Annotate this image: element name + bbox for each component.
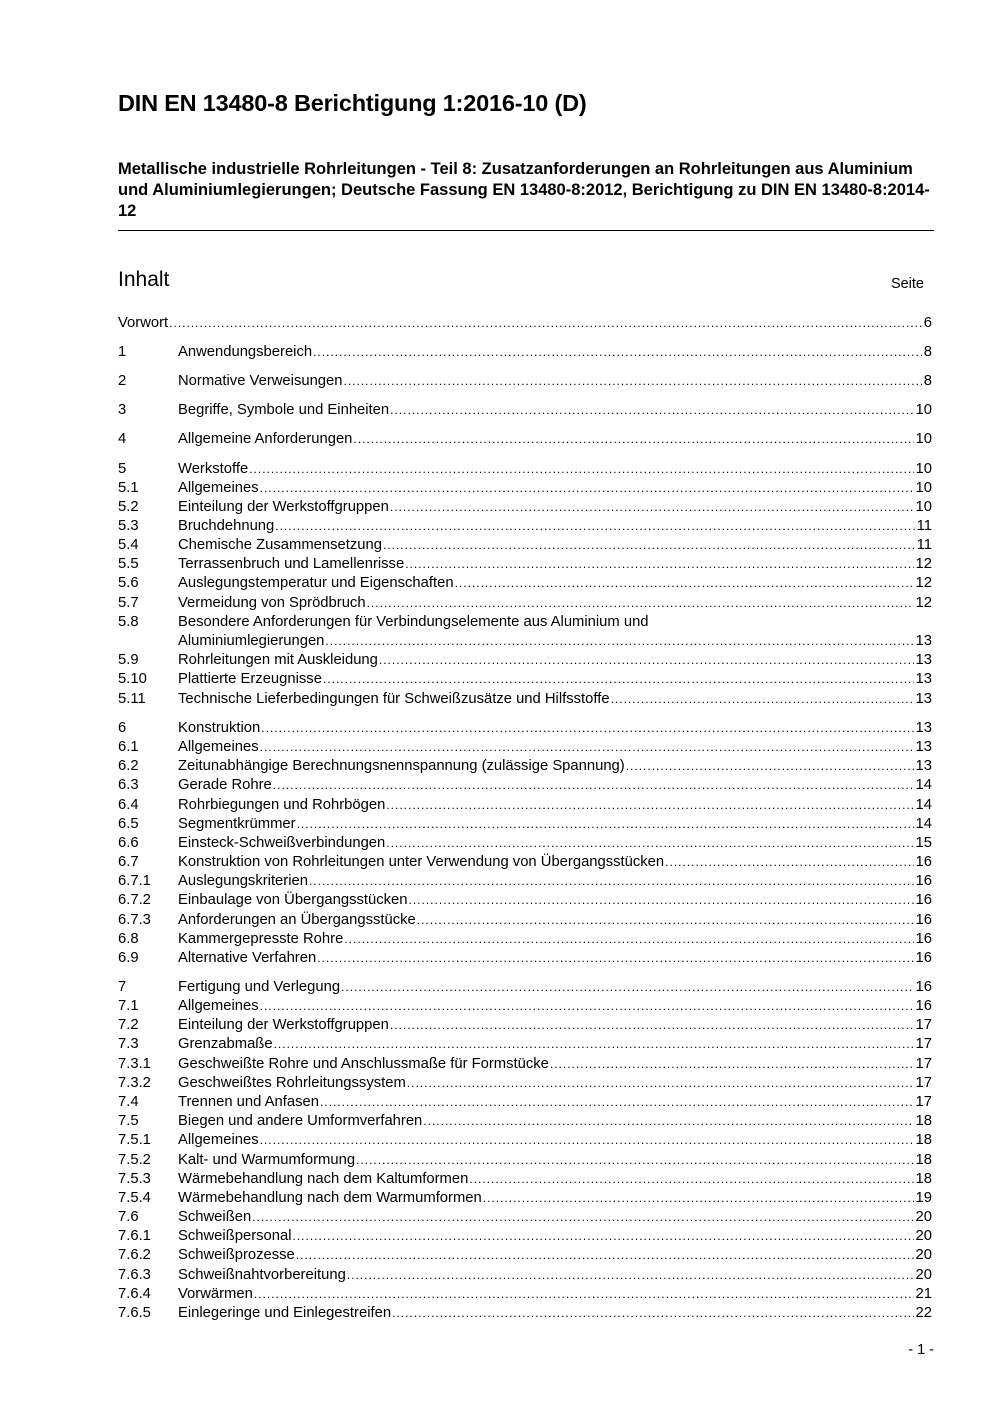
toc-entry-page: 13 bbox=[915, 758, 932, 774]
toc-entry[interactable] bbox=[118, 815, 932, 834]
toc-entry-title: Einbaulage von Übergangsstücken bbox=[178, 892, 408, 908]
toc-entry-title: Allgemeines bbox=[178, 480, 259, 496]
dot-leader bbox=[254, 1285, 914, 1304]
toc-entry-number: 7.6.3 bbox=[118, 1267, 151, 1283]
toc-entry-page: 16 bbox=[915, 931, 932, 947]
toc-entry-title: Kalt- und Warmumformung bbox=[178, 1152, 356, 1168]
dot-leader bbox=[423, 1112, 913, 1131]
dot-leader bbox=[260, 997, 914, 1016]
toc-entry-title: Allgemeines bbox=[178, 998, 259, 1014]
toc-entry-title: Wärmebehandlung nach dem Warmumformen bbox=[178, 1190, 482, 1206]
toc-entry-number: 6.7.2 bbox=[118, 892, 151, 908]
toc-entry-number: 6.2 bbox=[118, 758, 139, 774]
toc-entry-title: Allgemeines bbox=[178, 739, 259, 755]
toc-entry-number: 6.3 bbox=[118, 777, 139, 793]
page-number: - 1 - bbox=[908, 1342, 934, 1358]
toc-entry[interactable] bbox=[118, 1189, 932, 1208]
toc-entry-number: 3 bbox=[118, 402, 127, 418]
toc-entry-page: 16 bbox=[915, 950, 932, 966]
toc-entry-page: 18 bbox=[915, 1171, 932, 1187]
toc-entry-title: Kammergepresste Rohre bbox=[178, 931, 344, 947]
dot-leader bbox=[260, 479, 914, 498]
toc-entry-title: Chemische Zusammensetzung bbox=[178, 537, 382, 553]
toc-entry-title: Konstruktion von Rohrleitungen unter Verwendung von Übergangsstücken bbox=[178, 854, 665, 870]
dot-leader bbox=[386, 834, 913, 853]
toc-entry-title: Einteilung der Werkstoffgruppen bbox=[178, 499, 389, 515]
toc-entry-number: 6 bbox=[118, 720, 127, 736]
toc-page-column-heading: Seite bbox=[890, 276, 924, 292]
toc-entry-number: 5.2 bbox=[118, 499, 139, 515]
toc-entry-page: 14 bbox=[915, 816, 932, 832]
toc-entry-title: Werkstoffe bbox=[178, 461, 249, 477]
toc-entry[interactable] bbox=[118, 372, 932, 391]
toc-entry-number: 5.7 bbox=[118, 595, 139, 611]
toc-entry-page: 12 bbox=[915, 575, 932, 591]
dot-leader bbox=[390, 1016, 914, 1035]
toc-entry-title: Auslegungstemperatur und Eigenschaften bbox=[178, 575, 454, 591]
toc-entry-page: 20 bbox=[915, 1228, 932, 1244]
toc-entry-title: Segmentkrümmer bbox=[178, 816, 296, 832]
dot-leader bbox=[347, 1266, 914, 1285]
toc-entry-page: 15 bbox=[915, 835, 932, 851]
toc-entry-title: Geschweißte Rohre und Anschlussmaße für Formstücke bbox=[178, 1056, 549, 1072]
toc-entry-title: Einteilung der Werkstoffgruppen bbox=[178, 1017, 389, 1033]
toc-entry-page: 13 bbox=[915, 652, 932, 668]
toc-entry[interactable] bbox=[118, 1208, 932, 1227]
toc-entry-title: Normative Verweisungen bbox=[178, 373, 343, 389]
toc-entry[interactable] bbox=[118, 757, 932, 776]
toc-entry[interactable] bbox=[118, 1285, 932, 1304]
toc-entry-page: 16 bbox=[915, 892, 932, 908]
dot-leader bbox=[356, 1151, 913, 1170]
toc-entry-number: 7 bbox=[118, 979, 127, 995]
toc-entry-title: Gerade Rohre bbox=[178, 777, 272, 793]
toc-entry-title: Plattierte Erzeugnisse bbox=[178, 671, 322, 687]
dot-leader bbox=[417, 911, 914, 930]
toc-entry-number: 5.4 bbox=[118, 537, 139, 553]
dot-leader bbox=[309, 872, 914, 891]
toc-entry-page: 11 bbox=[916, 518, 932, 534]
toc-entry[interactable] bbox=[118, 690, 932, 709]
toc-entry[interactable] bbox=[118, 776, 932, 795]
toc-entry-title: Aluminiumlegierungen bbox=[178, 633, 325, 649]
dot-leader bbox=[392, 1304, 913, 1323]
toc-entry-page: 12 bbox=[915, 556, 932, 572]
toc-entry-title: Schweißen bbox=[178, 1209, 252, 1225]
toc-entry-number: 5.11 bbox=[118, 691, 146, 707]
toc-entry-number: 6.1 bbox=[118, 739, 139, 755]
toc-entry-number: 5.1 bbox=[118, 480, 139, 496]
toc-entry-number: 6.9 bbox=[118, 950, 139, 966]
toc-entry-number: 6.4 bbox=[118, 797, 139, 813]
toc-entry-title: Fertigung und Verlegung bbox=[178, 979, 341, 995]
dot-leader bbox=[367, 594, 914, 613]
toc-entry-title: Alternative Verfahren bbox=[178, 950, 317, 966]
toc-entry-number: 7.1 bbox=[118, 998, 139, 1014]
dot-leader bbox=[297, 815, 914, 834]
toc-entry-page: 19 bbox=[915, 1190, 932, 1206]
toc-entry[interactable] bbox=[118, 1016, 932, 1035]
toc-entry-page: 10 bbox=[915, 402, 932, 418]
toc-entry[interactable] bbox=[118, 1131, 932, 1150]
toc-entry-continuation[interactable] bbox=[118, 632, 932, 651]
dot-leader bbox=[626, 757, 914, 776]
toc-entry[interactable] bbox=[118, 949, 932, 968]
toc-entry-page: 20 bbox=[915, 1247, 932, 1263]
toc-entry-title: Schweißnahtvorbereitung bbox=[178, 1267, 346, 1283]
toc-entry-title: Auslegungskriterien bbox=[178, 873, 308, 889]
toc-entry-number: 6.7.1 bbox=[118, 873, 151, 889]
toc-entry[interactable] bbox=[118, 479, 932, 498]
toc-entry[interactable] bbox=[118, 872, 932, 891]
toc-entry-number: 7.5.1 bbox=[118, 1132, 151, 1148]
toc-entry-number: 6.8 bbox=[118, 931, 139, 947]
toc-entry-number: 7.3.1 bbox=[118, 1056, 151, 1072]
toc-entry-number: 5.10 bbox=[118, 671, 147, 687]
toc-entry[interactable] bbox=[118, 911, 932, 930]
toc-entry-title: Konstruktion bbox=[178, 720, 261, 736]
dot-leader bbox=[261, 719, 913, 738]
toc-entry[interactable] bbox=[118, 574, 932, 593]
toc-entry-page: 13 bbox=[915, 739, 932, 755]
toc-entry[interactable] bbox=[118, 401, 932, 420]
toc-entry-page: 17 bbox=[915, 1056, 932, 1072]
dot-leader bbox=[260, 1131, 914, 1150]
toc-entry-title: Vermeidung von Sprödbruch bbox=[178, 595, 366, 611]
toc-entry-number: 5.9 bbox=[118, 652, 139, 668]
toc-entry-page: 17 bbox=[915, 1036, 932, 1052]
toc-entry[interactable] bbox=[118, 1227, 932, 1246]
dot-leader bbox=[274, 1035, 914, 1054]
dot-leader bbox=[344, 372, 922, 391]
toc-entry-title: Vorwort bbox=[118, 315, 169, 331]
toc-entry-number: 7.5.3 bbox=[118, 1171, 151, 1187]
dot-leader bbox=[405, 555, 913, 574]
toc-entry[interactable] bbox=[118, 1266, 932, 1285]
toc-entry[interactable] bbox=[118, 1246, 932, 1265]
toc-entry-title: Bruchdehnung bbox=[178, 518, 275, 534]
toc-entry-title: Zeitunabhängige Berechnungsnennspannung (zulässige Spannung) bbox=[178, 758, 625, 774]
toc-entry-number: 7.4 bbox=[118, 1094, 139, 1110]
toc-entry-title: Grenzabmaße bbox=[178, 1036, 273, 1052]
dot-leader bbox=[469, 1170, 913, 1189]
toc-entry-page: 11 bbox=[916, 537, 932, 553]
dot-leader bbox=[320, 1093, 914, 1112]
toc-entry-page: 14 bbox=[915, 777, 932, 793]
document-title: DIN EN 13480-8 Berichtigung 1:2016-10 (D) bbox=[118, 90, 587, 116]
toc-entry-number: 6.6 bbox=[118, 835, 139, 851]
toc-entry-number: 6.5 bbox=[118, 816, 139, 832]
toc-entry-page: 8 bbox=[923, 344, 932, 360]
toc-entry-page: 6 bbox=[923, 315, 932, 331]
toc-entry-title: Technische Lieferbedingungen für Schweißzusätze und Hilfsstoffe bbox=[178, 691, 610, 707]
dot-leader bbox=[550, 1055, 914, 1074]
toc-entry-page: 16 bbox=[915, 873, 932, 889]
toc-entry-number: 7.6 bbox=[118, 1209, 139, 1225]
toc-entry-title: Biegen und andere Umformverfahren bbox=[178, 1113, 423, 1129]
toc-entry-number: 7.6.5 bbox=[118, 1305, 151, 1321]
toc-entry[interactable] bbox=[118, 498, 932, 517]
toc-entry-number: 5.3 bbox=[118, 518, 139, 534]
toc-entry-page: 14 bbox=[915, 797, 932, 813]
toc-entry-number: 5.5 bbox=[118, 556, 139, 572]
toc-entry[interactable] bbox=[118, 891, 932, 910]
dot-leader bbox=[169, 314, 922, 333]
dot-leader bbox=[386, 796, 913, 815]
toc-entry[interactable] bbox=[118, 719, 932, 738]
toc-entry-page: 10 bbox=[915, 499, 932, 515]
toc-entry-number: 7.5.4 bbox=[118, 1190, 151, 1206]
toc-entry[interactable] bbox=[118, 1170, 932, 1189]
toc-entry[interactable] bbox=[118, 853, 932, 872]
toc-entry-title: Begriffe, Symbole und Einheiten bbox=[178, 402, 390, 418]
toc-entry-page: 20 bbox=[915, 1209, 932, 1225]
dot-leader bbox=[611, 690, 914, 709]
toc-entry-number: 2 bbox=[118, 373, 127, 389]
toc-entry-page: 10 bbox=[915, 461, 932, 477]
toc-entry-number: 7.5 bbox=[118, 1113, 139, 1129]
toc-entry-number: 1 bbox=[118, 344, 127, 360]
toc-entry-title: Rohrleitungen mit Auskleidung bbox=[178, 652, 378, 668]
dot-leader bbox=[390, 401, 913, 420]
dot-leader bbox=[260, 738, 914, 757]
toc-entry-title: Besondere Anforderungen für Verbindungselemente aus Aluminium und bbox=[178, 614, 649, 630]
toc-entry-page: 13 bbox=[915, 691, 932, 707]
toc-entry-number: 7.5.2 bbox=[118, 1152, 151, 1168]
toc-entry-number: 7.6.1 bbox=[118, 1228, 151, 1244]
dot-leader bbox=[293, 1227, 914, 1246]
toc-entry[interactable] bbox=[118, 1304, 932, 1323]
toc-entry[interactable] bbox=[118, 536, 932, 555]
dot-leader bbox=[313, 343, 922, 362]
toc-entry[interactable] bbox=[118, 978, 932, 997]
dot-leader bbox=[344, 930, 913, 949]
toc-entry-page: 16 bbox=[915, 854, 932, 870]
toc-entry[interactable] bbox=[118, 343, 932, 362]
dot-leader bbox=[455, 574, 914, 593]
toc-entry-title: Rohrbiegungen und Rohrbögen bbox=[178, 797, 386, 813]
dot-leader bbox=[379, 651, 914, 670]
dot-leader bbox=[407, 1074, 914, 1093]
toc-entry-number: 7.3.2 bbox=[118, 1075, 151, 1091]
dot-leader bbox=[353, 430, 913, 449]
dot-leader bbox=[409, 891, 914, 910]
dot-leader bbox=[325, 632, 913, 651]
toc-entry-number: 5.6 bbox=[118, 575, 139, 591]
toc-entry-number: 7.6.4 bbox=[118, 1286, 151, 1302]
toc-heading: Inhalt bbox=[118, 268, 170, 291]
toc-entry-page: 18 bbox=[915, 1132, 932, 1148]
toc-entry[interactable] bbox=[118, 1151, 932, 1170]
title-divider bbox=[118, 230, 934, 231]
toc-entry-page: 10 bbox=[915, 480, 932, 496]
toc-entry-title: Anwendungsbereich bbox=[178, 344, 313, 360]
document-subtitle: Metallische industrielle Rohrleitungen - Teil 8: Zusatzanforderungen an Rohrleitungen aus Aluminium und Aluminiumlegierungen; Deutsche Fassung EN 13480-8:2012, Berichtigung zu DIN EN 13480-8:2014-12 bbox=[118, 160, 930, 220]
toc-entry-page: 16 bbox=[915, 912, 932, 928]
toc-entry-number: 6.7 bbox=[118, 854, 139, 870]
dot-leader bbox=[296, 1246, 914, 1265]
toc-entry-page: 13 bbox=[915, 671, 932, 687]
toc-entry[interactable] bbox=[118, 738, 932, 757]
toc-entry-number: 7.2 bbox=[118, 1017, 139, 1033]
dot-leader bbox=[275, 517, 914, 536]
toc-entry-page: 10 bbox=[915, 431, 932, 447]
toc-entry-page: 13 bbox=[915, 720, 932, 736]
toc-entry-number: 6.7.3 bbox=[118, 912, 151, 928]
dot-leader bbox=[665, 853, 913, 872]
toc-entry-title: Schweißpersonal bbox=[178, 1228, 292, 1244]
toc-entry-title: Schweißprozesse bbox=[178, 1247, 295, 1263]
toc-entry-number: 7.6.2 bbox=[118, 1247, 151, 1263]
dot-leader bbox=[273, 776, 914, 795]
toc-entry[interactable] bbox=[118, 430, 932, 449]
toc-entry-page: 16 bbox=[915, 998, 932, 1014]
toc-entry-title: Geschweißtes Rohrleitungssystem bbox=[178, 1075, 406, 1091]
toc-entry-title: Einsteck-Schweißverbindungen bbox=[178, 835, 386, 851]
toc-entry[interactable] bbox=[118, 1074, 932, 1093]
toc-entry[interactable] bbox=[118, 594, 932, 613]
dot-leader bbox=[249, 460, 913, 479]
dot-leader bbox=[252, 1208, 913, 1227]
toc-entry[interactable] bbox=[118, 517, 932, 536]
toc-entry-page: 17 bbox=[915, 1075, 932, 1091]
toc-entry[interactable] bbox=[118, 314, 932, 333]
toc-entry-page: 12 bbox=[915, 595, 932, 611]
toc-entry[interactable] bbox=[118, 997, 932, 1016]
toc-entry-page: 22 bbox=[915, 1305, 932, 1321]
toc-entry-number: 5 bbox=[118, 461, 127, 477]
toc-entry-title: Anforderungen an Übergangsstücke bbox=[178, 912, 416, 928]
toc-entry-title: Vorwärmen bbox=[178, 1286, 253, 1302]
dot-leader bbox=[383, 536, 915, 555]
toc-entry-number: 5.8 bbox=[118, 614, 139, 630]
toc-entry-title: Wärmebehandlung nach dem Kaltumformen bbox=[178, 1171, 469, 1187]
toc-entry-page: 21 bbox=[915, 1286, 932, 1302]
toc-entry-title: Einlegeringe und Einlegestreifen bbox=[178, 1305, 392, 1321]
toc-entry[interactable] bbox=[118, 651, 932, 670]
toc-entry[interactable] bbox=[118, 460, 932, 479]
toc-entry-page: 13 bbox=[915, 633, 932, 649]
toc-entry[interactable] bbox=[118, 1112, 932, 1131]
toc-entry-page: 18 bbox=[915, 1152, 932, 1168]
toc-entry[interactable] bbox=[118, 1055, 932, 1074]
toc-entry[interactable] bbox=[118, 796, 932, 815]
toc-entry[interactable] bbox=[118, 555, 932, 574]
toc-entry-page: 8 bbox=[923, 373, 932, 389]
toc-entry[interactable] bbox=[118, 1093, 932, 1112]
toc-entry-title: Trennen und Anfasen bbox=[178, 1094, 319, 1110]
toc-entry-number: 4 bbox=[118, 431, 127, 447]
toc-entry-number: 7.3 bbox=[118, 1036, 139, 1052]
dot-leader bbox=[390, 498, 914, 517]
dot-leader bbox=[323, 670, 914, 689]
toc-entry[interactable] bbox=[118, 613, 932, 632]
toc-entry-page: 20 bbox=[915, 1267, 932, 1283]
toc-entry[interactable] bbox=[118, 834, 932, 853]
toc-entry-page: 17 bbox=[915, 1017, 932, 1033]
dot-leader bbox=[341, 978, 913, 997]
dot-leader bbox=[317, 949, 913, 968]
dot-leader bbox=[483, 1189, 914, 1208]
toc-entry-page: 17 bbox=[915, 1094, 932, 1110]
toc-entry-title: Allgemeines bbox=[178, 1132, 259, 1148]
toc-entry[interactable] bbox=[118, 930, 932, 949]
toc-entry-page: 16 bbox=[915, 979, 932, 995]
toc-entry[interactable] bbox=[118, 1035, 932, 1054]
toc-entry-title: Allgemeine Anforderungen bbox=[178, 431, 353, 447]
toc-entry[interactable] bbox=[118, 670, 932, 689]
toc-entry-page: 18 bbox=[915, 1113, 932, 1129]
toc-entry-title: Terrassenbruch und Lamellenrisse bbox=[178, 556, 405, 572]
